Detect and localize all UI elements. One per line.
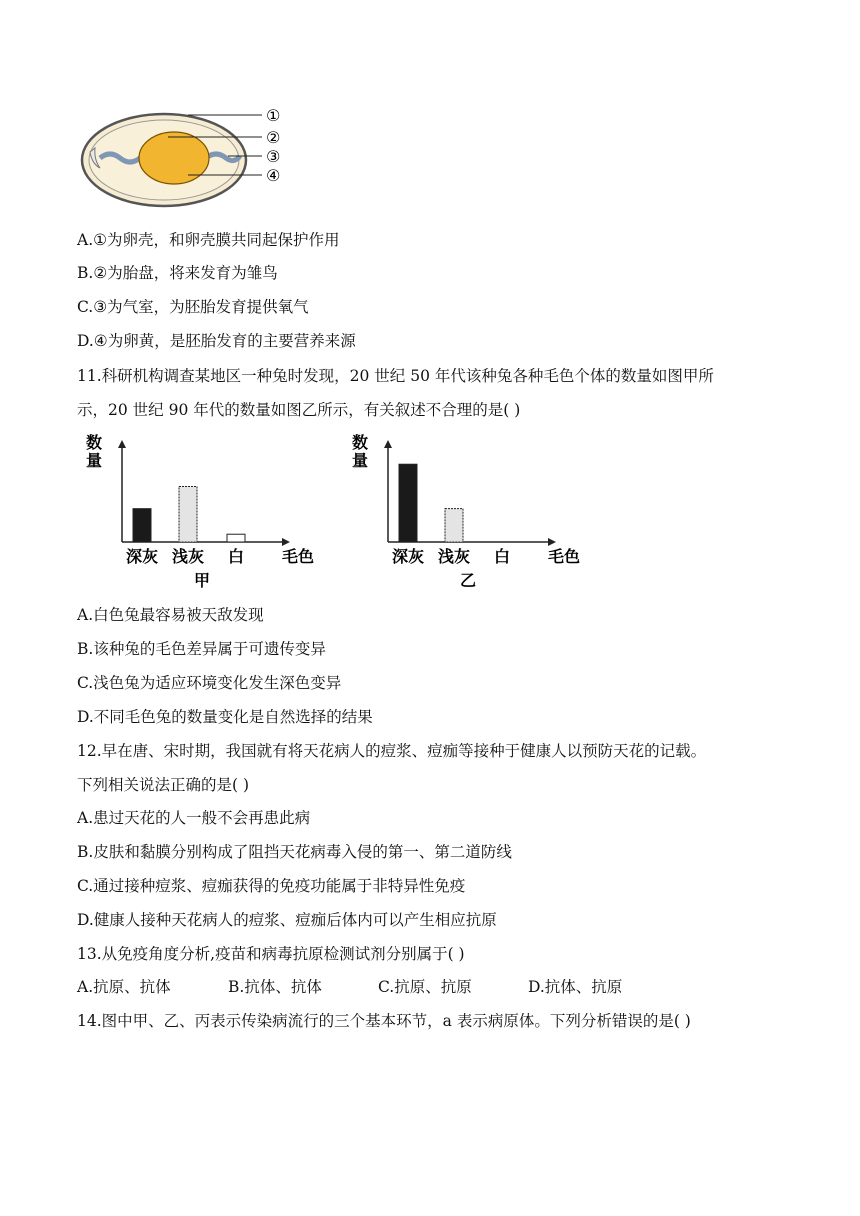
chart-jia — [80, 432, 320, 592]
x-axis-arrow — [282, 538, 290, 546]
y-axis-arrow — [384, 440, 392, 448]
chart-title: 甲 — [193, 571, 211, 590]
q11-option-d: D.不同毛色兔的数量变化是自然选择的结果 — [77, 708, 373, 726]
y-axis-label: 量 — [86, 451, 103, 470]
q12-option-a: A.患过天花的人一般不会再患此病 — [77, 809, 311, 827]
yolk — [139, 132, 209, 184]
marker-3: ③ — [266, 147, 281, 166]
tick-label: 深灰 — [391, 547, 425, 566]
q13-option-b: B.抗体、抗体 — [228, 978, 322, 996]
x-axis-arrow — [548, 538, 556, 546]
x-axis-label: 毛色 — [281, 547, 315, 566]
q11-option-c: C.浅色兔为适应环境变化发生深色变异 — [77, 674, 342, 692]
q10-option-c: C.③为气室，为胚胎发育提供氧气 — [77, 298, 309, 316]
y-axis-arrow — [118, 440, 126, 448]
q11-stem-line2: 示，20 世纪 90 年代的数量如图乙所示，有关叙述不合理的是( ) — [77, 401, 521, 419]
bar-浅灰 — [179, 486, 197, 542]
chart-title: 乙 — [459, 571, 477, 590]
egg-structure-figure — [78, 102, 308, 208]
x-axis-label: 毛色 — [547, 547, 581, 566]
q13-option-d: D.抗体、抗原 — [528, 978, 623, 996]
chart-yi — [346, 432, 586, 592]
q11-option-a: A.白色兔最容易被天敌发现 — [77, 606, 264, 624]
tick-label: 白 — [493, 547, 511, 566]
q12-option-b: B.皮肤和黏膜分别构成了阻挡天花病毒入侵的第一、第二道防线 — [77, 843, 512, 861]
y-axis-label: 量 — [352, 451, 369, 470]
marker-1: ① — [266, 106, 281, 125]
tick-label: 深灰 — [125, 547, 159, 566]
q10-option-a: A.①为卵壳，和卵壳膜共同起保护作用 — [77, 231, 340, 249]
bar-白 — [227, 534, 245, 542]
q14-stem: 14.图中甲、乙、丙表示传染病流行的三个基本环节，a 表示病原体。下列分析错误的是( ) — [77, 1012, 691, 1030]
q12-option-c: C.通过接种痘浆、痘痂获得的免疫功能属于非特异性免疫 — [77, 877, 466, 895]
marker-2: ② — [266, 128, 281, 147]
q13-stem: 13.从免疫角度分析,疫苗和病毒抗原检测试剂分别属于( ) — [77, 945, 465, 963]
tick-label: 浅灰 — [437, 547, 471, 566]
q13-option-c: C.抗原、抗原 — [378, 978, 472, 996]
bar-深灰 — [133, 509, 151, 542]
q10-option-d: D.④为卵黄，是胚胎发育的主要营养来源 — [77, 332, 356, 350]
tick-label: 白 — [227, 547, 245, 566]
bar-深灰 — [399, 464, 417, 542]
tick-label: 浅灰 — [171, 547, 205, 566]
q11-stem-line1: 11.科研机构调查某地区一种兔时发现，20 世纪 50 年代该种兔各种毛色个体的数量如图甲所 — [77, 367, 714, 385]
y-axis-label: 数 — [352, 433, 369, 452]
y-axis-label: 数 — [86, 433, 103, 452]
bar-浅灰 — [445, 509, 463, 542]
q12-stem-line2: 下列相关说法正确的是( ) — [77, 776, 250, 794]
q10-option-b: B.②为胎盘，将来发育为雏鸟 — [77, 264, 278, 282]
q12-stem-line1: 12.早在唐、宋时期，我国就有将天花病人的痘浆、痘痂等接种于健康人以预防天花的记载。 — [77, 742, 707, 760]
q13-option-a: A.抗原、抗体 — [77, 978, 171, 996]
q11-option-b: B.该种兔的毛色差异属于可遗传变异 — [77, 640, 326, 658]
q12-option-d: D.健康人接种天花病人的痘浆、痘痂后体内可以产生相应抗原 — [77, 911, 497, 929]
marker-4: ④ — [266, 166, 281, 185]
